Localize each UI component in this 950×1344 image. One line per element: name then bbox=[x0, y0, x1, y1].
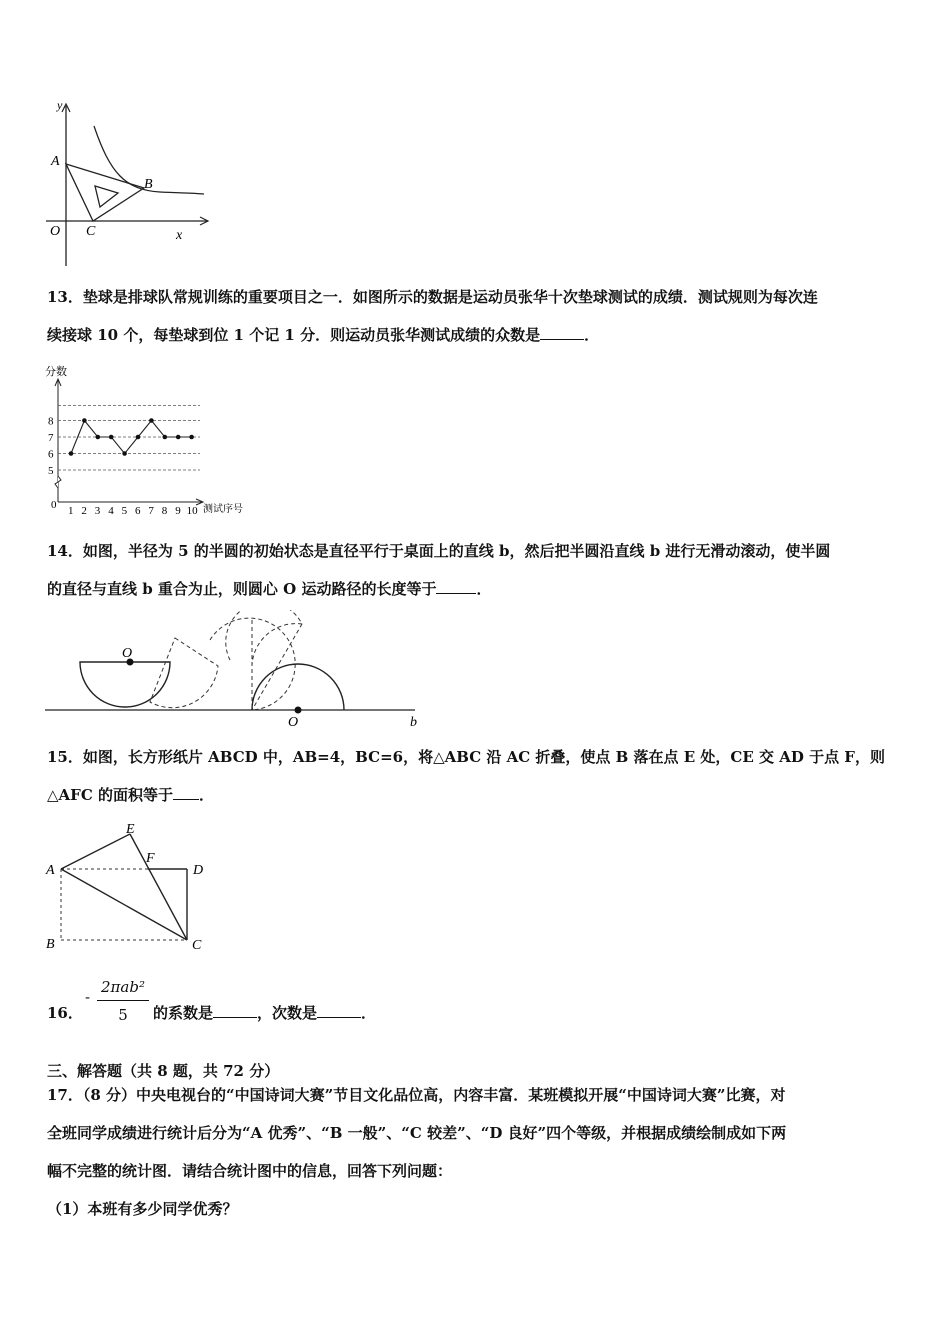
label-b: B bbox=[144, 177, 153, 192]
q13-text: 续接球 10 个，每垫球到位 1 个记 1 分．则运动员张华测试成绩的众数是 bbox=[47, 326, 541, 344]
rolling-position-3 bbox=[226, 610, 302, 710]
label-a: A bbox=[51, 154, 60, 169]
q13-line1: 13．垫球是排球队常规训练的重要项目之一．如图所示的数据是运动员张华十次垫球测试的成绩．测试规则为每次连 bbox=[47, 288, 818, 306]
chart-x-tick-label: 7 bbox=[148, 505, 154, 517]
q14-line2 bbox=[47, 570, 909, 608]
label-b: B bbox=[46, 937, 55, 952]
chart-axes bbox=[55, 379, 203, 505]
chart-data-point bbox=[176, 435, 181, 440]
chart-y-tick-label: 5 bbox=[48, 465, 54, 477]
q16-number: 16． bbox=[47, 1004, 83, 1022]
q17-sub1: （1）本班有多少同学优秀？ bbox=[47, 1200, 238, 1218]
q16-text bbox=[153, 1002, 376, 1023]
chart-x-tick-label: 9 bbox=[175, 505, 181, 517]
q13-line2 bbox=[47, 316, 909, 354]
q13-end: ． bbox=[584, 326, 600, 344]
question-14 bbox=[47, 532, 909, 608]
label-o-initial: O bbox=[122, 646, 133, 661]
chart-data-point bbox=[109, 435, 114, 440]
q16-denominator: 5 bbox=[118, 1006, 128, 1024]
label-f: F bbox=[146, 851, 155, 866]
q14-line1: 14．如图，半径为 5 的半圆的初始状态是直径平行于桌面上的直线 b，然后把半圆沿直线 b 进行无滑动滚动，使半圆 bbox=[47, 542, 831, 560]
answer-blank bbox=[540, 325, 584, 340]
label-a: A bbox=[46, 863, 55, 878]
q16-text-c: ． bbox=[361, 1004, 377, 1022]
chart-y-tick-label: 7 bbox=[48, 432, 54, 444]
chart-data-point bbox=[189, 435, 194, 440]
q17-line2: 全班同学成绩进行统计后分为“A 优秀”、“B 一般”、“C 较差”、“D 良好”四个等级，并根据成绩绘制成如下两 bbox=[47, 1124, 787, 1142]
fig12-graph bbox=[40, 98, 215, 270]
label-b: b bbox=[410, 715, 417, 730]
segment-ae bbox=[61, 834, 130, 869]
chart-data-point bbox=[122, 451, 127, 456]
chart-y-tick-label: 8 bbox=[48, 415, 54, 428]
chart-x-tick-label: 4 bbox=[108, 505, 114, 517]
chart-data-point bbox=[96, 435, 101, 440]
q14-rolling-semicircle bbox=[40, 610, 430, 730]
chart-x-tick-label: 1 bbox=[68, 505, 74, 517]
chart-y-tick-label: 6 bbox=[48, 448, 54, 461]
q15-line2 bbox=[47, 776, 909, 814]
section-3-title: 三、解答题（共 8 题，共 72 分） bbox=[47, 1062, 280, 1080]
answer-blank bbox=[436, 579, 476, 594]
q14-text: 的直径与直线 b 重合为止，则圆心 O 运动路径的长度等于 bbox=[47, 580, 437, 598]
label-c: C bbox=[86, 224, 96, 239]
triangle-abc bbox=[66, 164, 144, 221]
label-o: O bbox=[50, 224, 61, 239]
label-e: E bbox=[126, 822, 135, 837]
question-15 bbox=[47, 738, 909, 814]
rolling-position-1 bbox=[150, 638, 218, 708]
q16-fraction-bar bbox=[97, 1000, 149, 1001]
q16-text-b: ，次数是 bbox=[257, 1004, 318, 1022]
chart-x-tick-label: 10 bbox=[186, 505, 198, 517]
q17-line1: 17．（8 分）中央电视台的“中国诗词大赛”节目文化品位高，内容丰富．某班模拟开展“中国诗词大赛”比赛，对 bbox=[47, 1086, 786, 1104]
label-o-final: O bbox=[288, 715, 299, 730]
chart-xlabel: 测试序号 bbox=[203, 504, 243, 515]
chart-ylabel: 分数 bbox=[45, 366, 67, 378]
chart-x-tick-label: 6 bbox=[135, 505, 141, 517]
chart-data-point bbox=[163, 435, 168, 440]
q15-line1: 15．如图，长方形纸片 ABCD 中，AB=4，BC=6，将△ABC 沿 AC 折叠，使点 B 落在点 E 处，CE 交 AD 于点 F，则 bbox=[47, 748, 885, 766]
label-d: D bbox=[193, 863, 204, 878]
q16-minus-sign: - bbox=[85, 988, 91, 1006]
chart-data-point bbox=[82, 418, 87, 423]
q16-numerator: 2πab² bbox=[101, 978, 145, 996]
chart-axis-break-icon bbox=[55, 476, 61, 488]
answer-blank-coefficient bbox=[213, 1003, 257, 1018]
answer-blank bbox=[173, 785, 199, 800]
q15-folded-rectangle bbox=[40, 818, 220, 958]
q17-line3: 幅不完整的统计图．请结合统计图中的信息，回答下列问题： bbox=[47, 1162, 453, 1180]
chart-series bbox=[69, 418, 194, 456]
chart-data-point bbox=[69, 451, 74, 456]
q15-end: ． bbox=[199, 786, 215, 804]
chart-data-point bbox=[136, 435, 141, 440]
label-y: y bbox=[57, 98, 63, 112]
chart-x-tick-label: 8 bbox=[161, 505, 168, 517]
question-13 bbox=[47, 278, 909, 354]
chart-x-tick-label: 3 bbox=[94, 505, 101, 517]
label-c: C bbox=[192, 938, 202, 953]
initial-semicircle bbox=[80, 662, 170, 707]
chart-x-tick-label: 5 bbox=[121, 505, 128, 517]
q16-text-a: 的系数是 bbox=[153, 1004, 214, 1022]
q13-line-chart bbox=[42, 362, 264, 518]
center-o-final bbox=[295, 707, 302, 714]
label-x: x bbox=[176, 228, 183, 243]
chart-x-tick-label: 2 bbox=[81, 505, 87, 517]
chart-origin-label: 0 bbox=[51, 499, 57, 511]
question-17 bbox=[47, 1076, 909, 1228]
chart-y-ticks bbox=[48, 416, 54, 478]
answer-blank-degree bbox=[317, 1003, 361, 1018]
inner-triangle bbox=[95, 186, 118, 207]
chart-data-point bbox=[149, 418, 154, 423]
q15-text: △AFC 的面积等于 bbox=[47, 786, 173, 804]
q14-end: ． bbox=[476, 580, 492, 598]
chart-x-ticks bbox=[68, 505, 198, 517]
rolling-position-2 bbox=[210, 618, 295, 710]
